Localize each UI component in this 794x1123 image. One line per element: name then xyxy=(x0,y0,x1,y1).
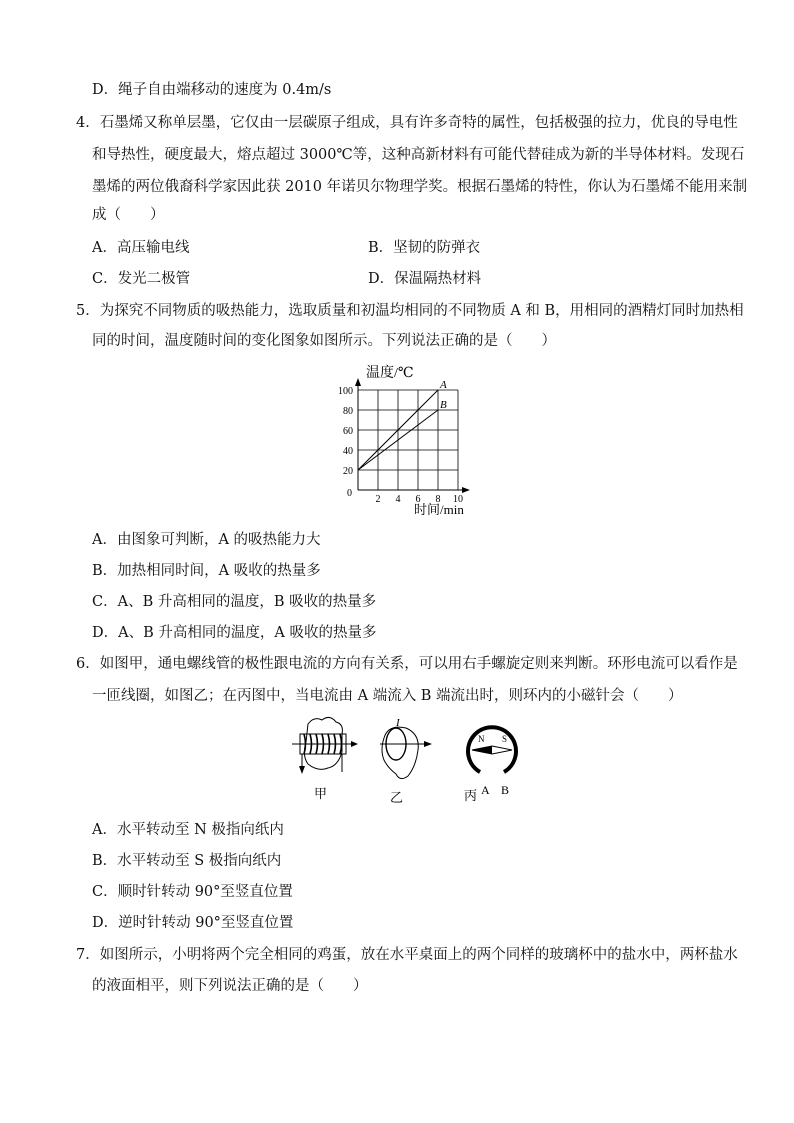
q5-option-b: B．加热相同时间，A 吸收的热量多 xyxy=(92,563,321,579)
figure-yi-current-label: I xyxy=(396,717,400,729)
figure-jia-hand-solenoid xyxy=(292,717,358,801)
q6-option-c: C．顺时针转动 90°至竖直位置 xyxy=(92,884,293,900)
y-tick-label: 40 xyxy=(343,446,353,457)
q4-option-a: A．高压输电线 xyxy=(92,240,190,256)
x-tick-label: 2 xyxy=(375,494,381,505)
figure-bing-label: 丙 xyxy=(464,788,478,803)
y-tick-label: 20 xyxy=(343,466,353,477)
solenoid-figures xyxy=(288,714,528,806)
series-label-a: A xyxy=(440,379,447,391)
figure-yi-hand-ring xyxy=(380,717,432,805)
y-tick-label: 100 xyxy=(338,386,353,397)
y-tick-label: 80 xyxy=(343,406,353,417)
chart-ylabel: 温度/℃ xyxy=(366,366,414,381)
q4-stem-line-2: 和导热性，硬度最大，熔点超过 3000℃等，这种高新材料有可能代替硅成为新的半导体材料。发现石 xyxy=(92,147,745,163)
chart-origin-label: 0 xyxy=(347,488,352,499)
q5-option-a: A．由图象可判断，A 的吸热能力大 xyxy=(92,532,321,548)
q3-option-d: D．绳子自由端移动的速度为 0.4m/s xyxy=(92,82,332,98)
x-axis-arrow xyxy=(462,487,470,493)
chart-xlabel: 时间/min xyxy=(414,502,464,517)
q4-option-b: B．坚韧的防弹衣 xyxy=(368,240,481,256)
q4-stem-line-3: 墨烯的两位俄裔科学家因此获 2010 年诺贝尔物理学奖。根据石墨烯的特性，你认为石墨烯不能用来制 xyxy=(92,179,748,195)
q4-stem-line-1: 4．石墨烯又称单层墨，它仅由一层碳原子组成，具有许多奇特的属性，包括极强的拉力，优良的导电性 xyxy=(76,115,738,131)
x-tick-label: 8 xyxy=(435,494,441,505)
x-tick-label: 10 xyxy=(453,494,463,505)
x-tick-label: 6 xyxy=(415,494,421,505)
temperature-time-chart xyxy=(330,360,480,520)
series-label-b: B xyxy=(440,399,447,411)
q4-option-d: D．保温隔热材料 xyxy=(368,271,482,287)
figure-bing-ring-compass xyxy=(464,727,516,803)
compass-s-label: S xyxy=(502,734,508,744)
compass-n-label: N xyxy=(478,734,485,744)
y-tick-label: 60 xyxy=(343,426,353,437)
q6-stem-line-1: 6．如图甲，通电螺线管的极性跟电流的方向有关系，可以用右手螺旋定则来判断。环形电流可以看作是 xyxy=(76,656,738,672)
x-tick-label: 4 xyxy=(395,494,401,505)
q7-stem-line-1: 7．如图所示，小明将两个完全相同的鸡蛋，放在水平桌面上的两个同样的玻璃杯中的盐水中，两杯盐水 xyxy=(76,947,738,963)
q6-stem-line-2: 一匝线圈，如图乙；在丙图中，当电流由 A 端流入 B 端流出时，则环内的小磁针会（ ） xyxy=(92,688,683,704)
figure-yi-label: 乙 xyxy=(390,790,404,805)
q7-stem-line-2: 的液面相平，则下列说法正确的是（ ） xyxy=(92,978,368,994)
q6-option-a: A．水平转动至 N 极指向纸内 xyxy=(92,822,284,838)
q5-option-c: C．A、B 升高相同的温度，B 吸收的热量多 xyxy=(92,594,377,610)
y-axis-arrow xyxy=(355,378,361,386)
terminal-a-label: A xyxy=(481,783,490,797)
q4-option-c: C．发光二极管 xyxy=(92,271,191,287)
q5-option-d: D．A、B 升高相同的温度，A 吸收的热量多 xyxy=(92,625,377,641)
q6-option-b: B．水平转动至 S 极指向纸内 xyxy=(92,853,282,869)
q4-stem-line-4: 成（ ） xyxy=(92,207,165,223)
figure-jia-label: 甲 xyxy=(314,786,328,801)
q5-stem-line-2: 同的时间，温度随时间的变化图象如图所示。下列说法正确的是（ ） xyxy=(92,333,556,349)
q6-option-d: D．逆时针转动 90°至竖直位置 xyxy=(92,915,294,931)
terminal-b-label: B xyxy=(501,783,510,797)
q5-stem-line-1: 5．为探究不同物质的吸热能力，选取质量和初温均相同的不同物质 A 和 B，用相同的酒精灯同时加热相 xyxy=(76,303,744,319)
